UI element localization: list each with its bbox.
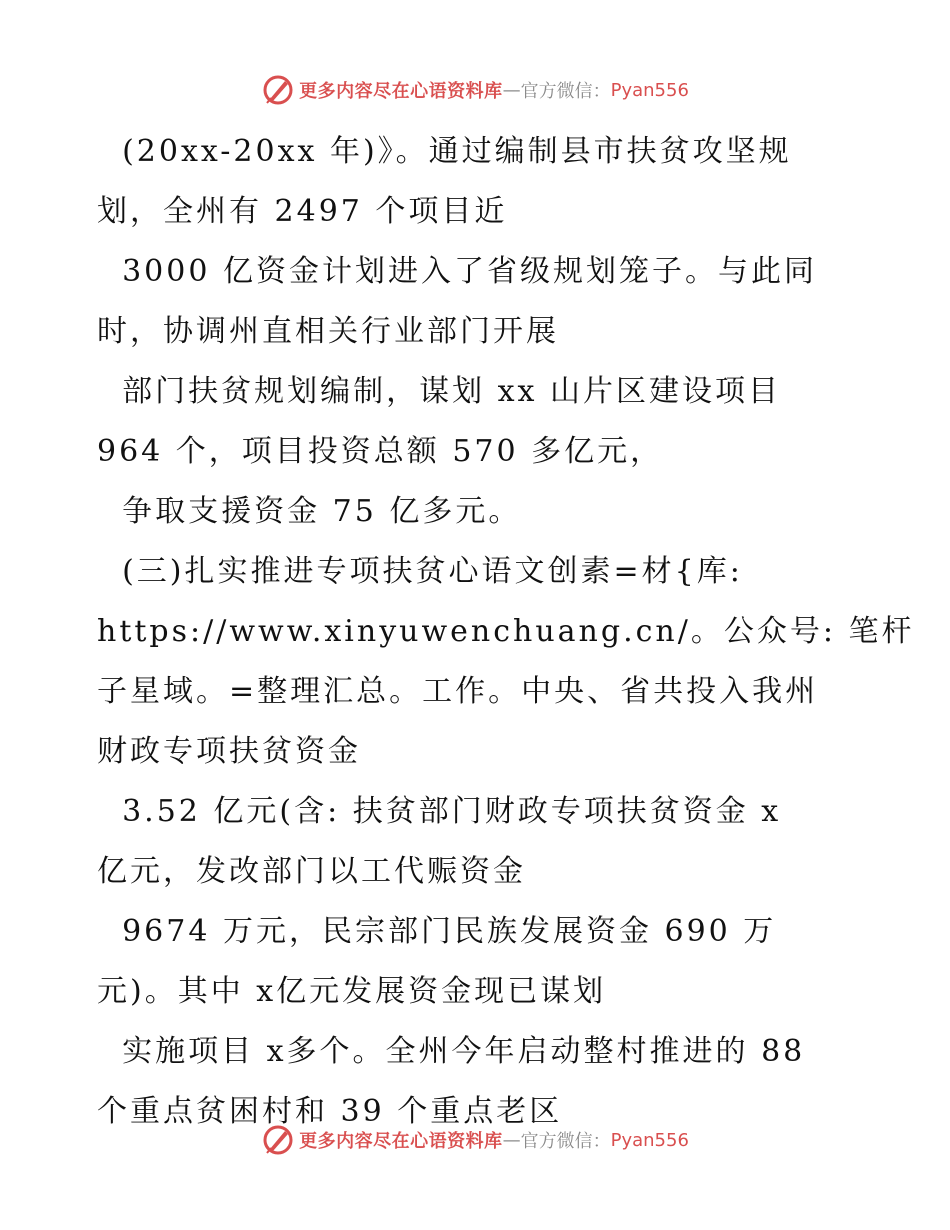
watermark-wechat-id: Pyan556 [610,1129,689,1151]
document-body [97,122,915,1142]
text-line: 时，协调州直相关行业部门开展 [97,314,559,349]
text-line: (20xx-20xx 年)》。通过编制县市扶贫攻坚规 [97,134,792,169]
text-line: 元)。其中 x亿元发展资金现已谋划 [97,974,607,1009]
text-line: 亿元，发改部门以工代赈资金 [97,854,526,889]
text-line: 964 个，项目投资总额 570 多亿元， [97,434,664,469]
watermark-sub-text: 官方微信： [520,1131,611,1152]
text-line: (三)扎实推进专项扶贫心语文创素=材{库: [97,554,743,589]
watermark-separator: — [502,79,521,101]
text-line: 个重点贫困村和 39 个重点老区 [97,1094,563,1129]
header-watermark [0,70,950,110]
text-line: 9674 万元，民宗部门民族发展资金 690 万 [97,914,777,949]
text-line: 子星域。=整理汇总。工作。中央、省共投入我州 [97,674,819,709]
footer-watermark [0,1120,950,1160]
text-line: 部门扶贫规划编制，谋划 xx 山片区建设项目 [97,374,781,409]
text-line: 3.52 亿元(含: 扶贫部门财政专项扶贫资金 x [97,794,782,829]
quill-logo-icon [261,1123,295,1157]
watermark-main-text: 更多内容尽在心语资料库 [299,1131,503,1152]
text-line: 3000 亿资金计划进入了省级规划笼子。与此同 [97,254,817,289]
text-line: 划，全州有 2497 个项目近 [97,194,508,229]
watermark-separator: — [502,1129,521,1151]
watermark-main-text: 更多内容尽在心语资料库 [299,81,503,102]
quill-logo-icon [261,73,295,107]
watermark-sub-text: 官方微信： [520,81,611,102]
text-line: 财政专项扶贫资金 [97,734,361,769]
text-line: https://www.xinyuwenchuang.cn/。公众号: 笔杆 [97,614,915,649]
text-line: 实施项目 x多个。全州今年启动整村推进的 88 [97,1034,806,1069]
text-line: 争取支援资金 75 亿多元。 [97,494,522,529]
watermark-wechat-id: Pyan556 [610,79,689,101]
